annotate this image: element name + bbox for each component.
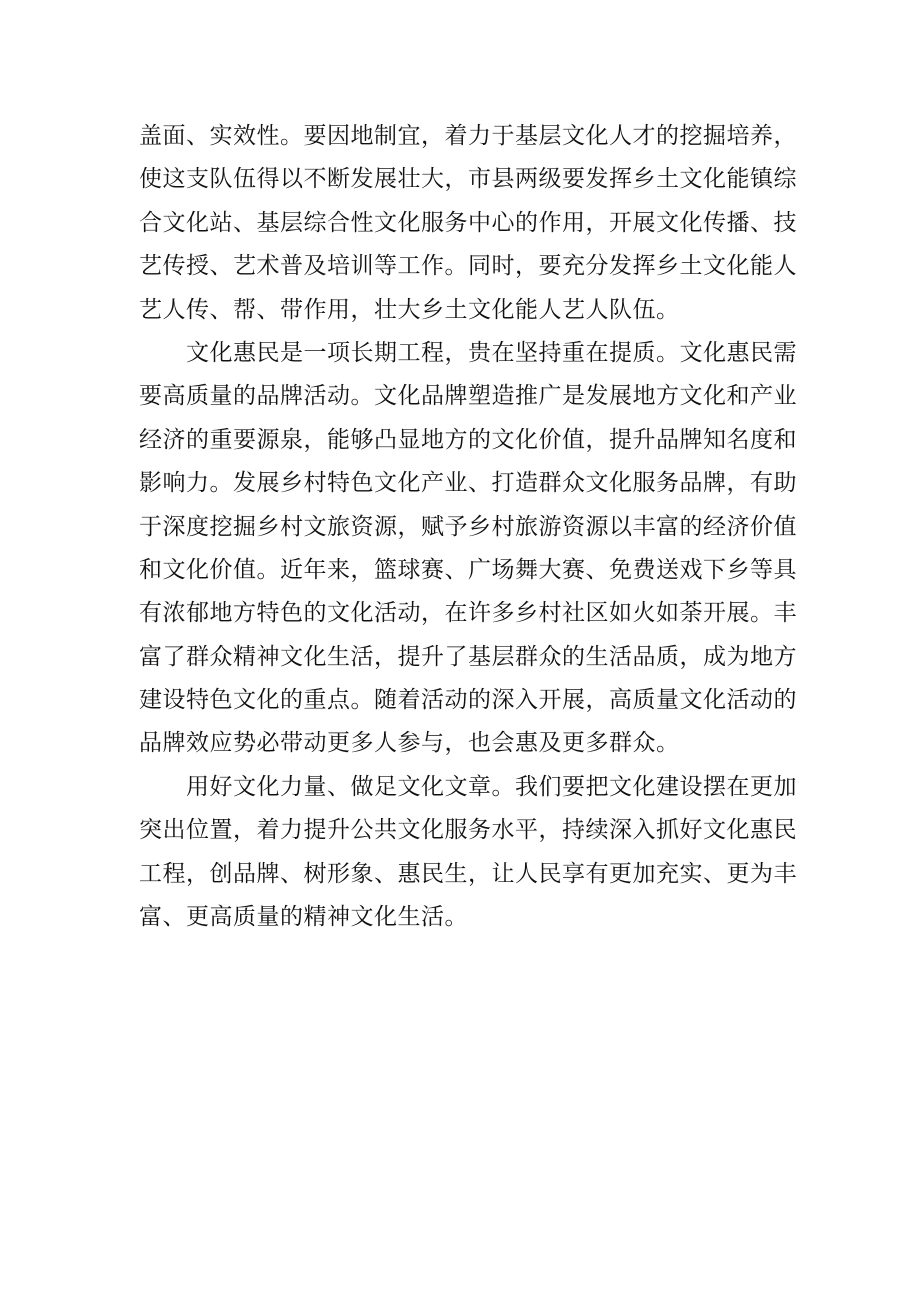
paragraph-2-line-4: 影响力。发展乡村特色文化产业、打造群众文化服务品牌，有助 [139,470,797,497]
paragraph-1-line-1: 盖面、实效性。要因地制宜，着力于基层文化人才的挖掘培养， [139,123,797,149]
paragraph-3-line-4: 富、更高质量的精神文化生活。 [139,904,468,931]
paragraph-3-line-3: 工程，创品牌、树形象、惠民生，让人民享有更加充实、更为丰 [139,860,797,887]
paragraph-2-line-10: 品牌效应势必带动更多人参与，也会惠及更多群众。 [139,730,680,757]
paragraph-2-line-2: 要高质量的品牌活动。文化品牌塑造推广是发展地方文化和产业 [139,383,797,410]
paragraph-2-line-7: 有浓郁地方特色的文化活动，在许多乡村社区如火如荼开展。丰 [139,600,797,627]
paragraph-2-line-9: 建设特色文化的重点。随着活动的深入开展，高质量文化活动的 [139,687,797,714]
paragraph-2-line-5: 于深度挖掘乡村文旅资源，赋予乡村旅游资源以丰富的经济价值 [139,513,797,540]
paragraph-2-line-8: 富了群众精神文化生活，提升了基层群众的生活品质，成为地方 [139,643,797,670]
paragraph-1-line-3: 合文化站、基层综合性文化服务中心的作用，开展文化传播、技 [139,209,797,236]
paragraph-3-line-1: 用好文化力量、做足文化文章。我们要把文化建设摆在更加 [186,773,797,800]
paragraph-2-line-1: 文化惠民是一项长期工程，贵在坚持重在提质。文化惠民需 [186,339,797,366]
paragraph-1-line-4: 艺传授、艺术普及培训等工作。同时，要充分发挥乡土文化能人 [139,253,797,280]
paragraph-2-line-6: 和文化价值。近年来，篮球赛、广场舞大赛、免费送戏下乡等具 [139,556,797,583]
paragraph-2-line-3: 经济的重要源泉，能够凸显地方的文化价值，提升品牌知名度和 [139,426,797,453]
paragraph-3-line-2: 突出位置，着力提升公共文化服务水平，持续深入抓好文化惠民 [139,817,797,844]
paragraph-1-line-5: 艺人传、帮、带作用，壮大乡土文化能人艺人队伍。 [139,296,680,323]
document-body [139,115,797,939]
paragraph-1-line-2: 使这支队伍得以不断发展壮大，市县两级要发挥乡土文化能镇综 [139,166,797,193]
